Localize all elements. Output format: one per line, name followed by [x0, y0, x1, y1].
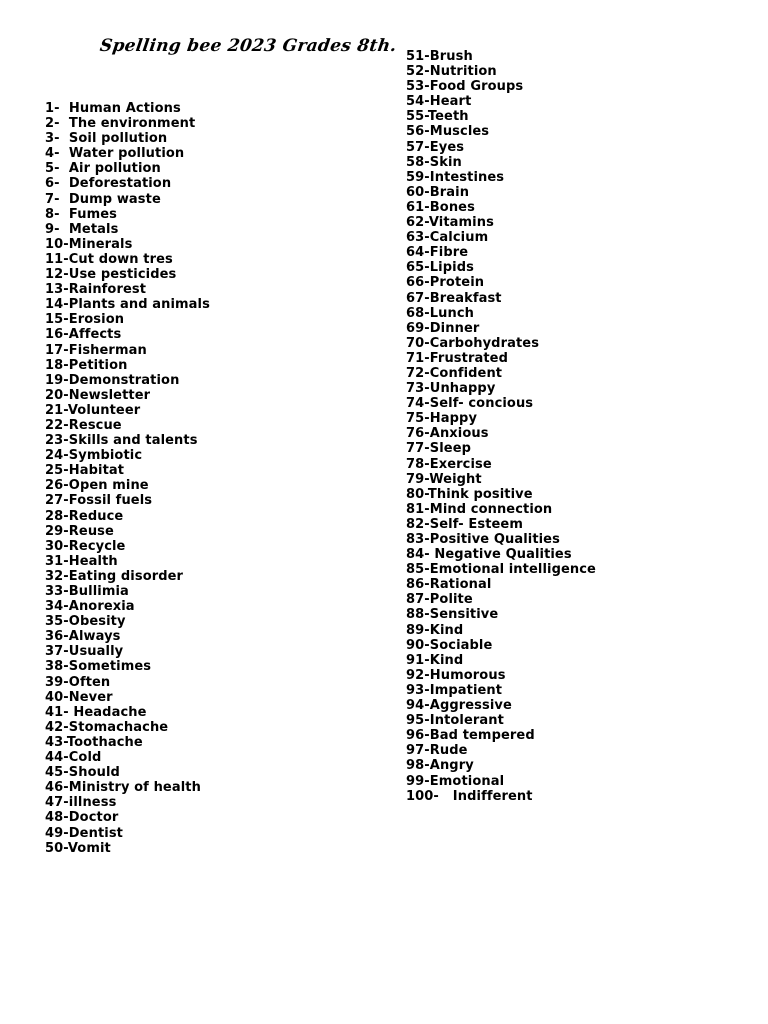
list-item: 65-Lipids: [406, 260, 474, 276]
list-item: 8- Fumes: [45, 206, 117, 222]
list-item: 54-Heart: [406, 94, 472, 110]
list-item: 39-Often: [45, 674, 111, 690]
list-item: 43-Toothache: [45, 734, 143, 750]
list-item: 56-Muscles: [406, 124, 490, 140]
list-item: 48-Doctor: [45, 810, 119, 826]
document-title: Spelling bee 2023 Grades 8th.: [98, 36, 398, 56]
list-item: 32-Eating disorder: [45, 568, 184, 584]
list-item: 14-Plants and animals: [45, 297, 210, 313]
list-item: 78-Exercise: [406, 456, 492, 472]
list-item: 24-Symbiotic: [45, 448, 143, 464]
list-item: 26-Open mine: [45, 478, 149, 494]
list-item: 9- Metals: [45, 221, 119, 237]
list-item: 36-Always: [45, 629, 121, 645]
list-item: 25-Habitat: [45, 463, 125, 479]
list-item: 79-Weight: [406, 471, 482, 487]
list-item: 69-Dinner: [406, 320, 480, 336]
list-item: 21-Volunteer: [45, 402, 141, 418]
list-item: 5- Air pollution: [45, 161, 161, 177]
list-item: 91-Kind: [406, 652, 464, 668]
list-item: 20-Newsletter: [45, 387, 151, 403]
word-list-left: [45, 101, 210, 856]
list-item: 86-Rational: [406, 577, 492, 593]
list-item: 12-Use pesticides: [45, 267, 177, 283]
list-item: 62-Vitamins: [406, 215, 494, 231]
list-item: 49-Dentist: [45, 825, 123, 841]
list-item: 31-Health: [45, 553, 118, 569]
list-item: 40-Never: [45, 689, 113, 705]
list-item: 68-Lunch: [406, 305, 475, 321]
list-item: 58-Skin: [406, 154, 462, 170]
list-item: 28-Reduce: [45, 508, 124, 524]
list-item: 2- The environment: [45, 116, 196, 132]
list-item: 87-Polite: [406, 592, 473, 608]
list-item: 64-Fibre: [406, 245, 469, 261]
list-item: 11-Cut down tres: [45, 251, 173, 267]
list-item: 74-Self- concious: [406, 396, 534, 412]
list-item: 53-Food Groups: [406, 79, 524, 95]
list-item: 52-Nutrition: [406, 64, 497, 80]
list-item: 16-Affects: [45, 327, 122, 343]
list-item: 81-Mind connection: [406, 501, 553, 517]
list-item: 41- Headache: [45, 704, 147, 720]
list-item: 37-Usually: [45, 644, 124, 660]
list-item: 30-Recycle: [45, 538, 126, 554]
list-item: 15-Erosion: [45, 312, 125, 328]
list-item: 6- Deforestation: [45, 176, 172, 192]
list-item: 22-Rescue: [45, 417, 122, 433]
list-item: 45-Should: [45, 765, 120, 781]
list-item: 42-Stomachache: [45, 719, 169, 735]
list-item: 57-Eyes: [406, 139, 465, 155]
list-item: 27-Fossil fuels: [45, 493, 153, 509]
list-item: 46-Ministry of health: [45, 780, 201, 796]
list-item: 67-Breakfast: [406, 290, 502, 306]
list-item: 82-Self- Esteem: [406, 516, 523, 532]
list-item: 7- Dump waste: [45, 191, 161, 207]
list-item: 51-Brush: [406, 49, 473, 64]
list-item: 19-Demonstration: [45, 372, 180, 388]
list-item: 100- Indifferent: [406, 788, 533, 804]
list-item: 38-Sometimes: [45, 659, 152, 675]
list-item: 47-illness: [45, 795, 117, 811]
list-item: 33-Bullimia: [45, 584, 129, 599]
list-item: 3- Soil pollution: [45, 131, 168, 147]
list-item: 61-Bones: [406, 199, 475, 215]
list-item: 94-Aggressive: [406, 698, 512, 714]
list-item: 29-Reuse: [45, 523, 114, 539]
list-item: 50-Vomit: [45, 840, 111, 856]
list-item: 63-Calcium: [406, 230, 489, 246]
list-item: 96-Bad tempered: [406, 728, 535, 744]
list-item: 77-Sleep: [406, 441, 472, 457]
list-item: 84- Negative Qualities: [406, 547, 572, 563]
list-item: 76-Anxious: [406, 426, 489, 442]
list-item: 90-Sociable: [406, 637, 493, 653]
list-item: 44-Cold: [45, 750, 102, 766]
list-item: 95-Intolerant: [406, 713, 504, 729]
list-item: 99-Emotional: [406, 773, 505, 789]
list-item: 35-Obesity: [45, 614, 126, 630]
list-item: 73-Unhappy: [406, 381, 496, 397]
list-item: 93-Impatient: [406, 682, 503, 698]
list-item: 92-Humorous: [406, 667, 506, 683]
list-item: 83-Positive Qualities: [406, 532, 560, 547]
list-item: 89-Kind: [406, 622, 464, 638]
list-item: 70-Carbohydrates: [406, 335, 540, 351]
list-item: 10-Minerals: [45, 236, 133, 252]
list-item: 55-Teeth: [406, 109, 469, 125]
list-item: 88-Sensitive: [406, 607, 499, 623]
list-item: 1- Human Actions: [45, 101, 181, 116]
list-item: 23-Skills and talents: [45, 433, 198, 449]
list-item: 80-Think positive: [406, 486, 533, 502]
list-item: 97-Rude: [406, 743, 468, 759]
list-item: 71-Frustrated: [406, 350, 508, 366]
list-item: 72-Confident: [406, 365, 503, 381]
list-item: 17-Fisherman: [45, 342, 147, 358]
word-list-right: [406, 49, 596, 804]
list-item: 60-Brain: [406, 184, 470, 200]
list-item: 59-Intestines: [406, 169, 505, 185]
list-item: 13-Rainforest: [45, 282, 147, 298]
list-item: 18-Petition: [45, 357, 128, 373]
list-item: 85-Emotional intelligence: [406, 562, 596, 578]
list-item: 98-Angry: [406, 758, 474, 774]
list-item: 34-Anorexia: [45, 599, 135, 615]
list-item: 4- Water pollution: [45, 146, 185, 162]
list-item: 75-Happy: [406, 411, 478, 427]
list-item: 66-Protein: [406, 275, 485, 291]
